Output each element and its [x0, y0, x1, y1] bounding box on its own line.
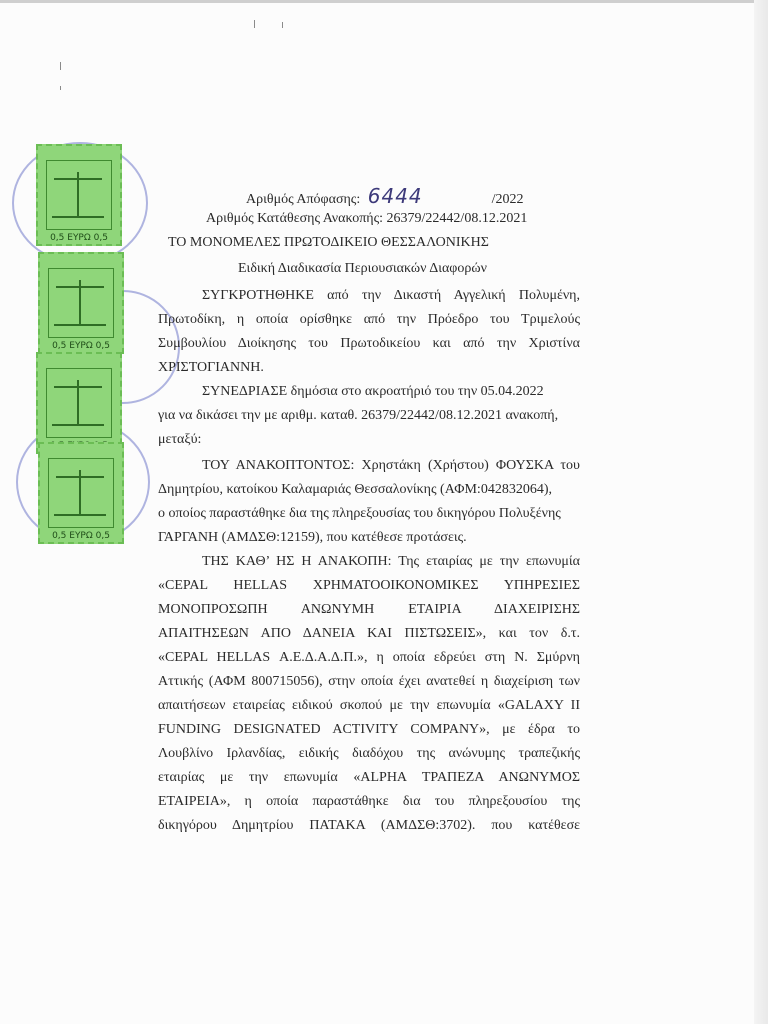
fiscal-stamp	[36, 352, 122, 454]
paragraph-line: ΤΟΥ ΑΝΑΚΟΠΤΟΝΤΟΣ: Χρηστάκη (Χρήστου) ΦΟΥΣΚΑ του	[202, 458, 580, 473]
paragraph-line: Αττικής (ΑΦΜ 800715056), στην οποία έχει ανατεθεί η διαχείριση των	[158, 674, 580, 689]
scales-icon	[52, 172, 104, 218]
paragraph-line: για να δικάσει την με αριθμ. καταθ. 26379/22442/08.12.2021 ανακοπή,	[158, 408, 559, 423]
fiscal-stamp	[36, 144, 122, 246]
paragraph-line: ΜΟΝΟΠΡΟΣΩΠΗ ΑΝΩΝΥΜΗ ΕΤΑΙΡΙΑ ΔΙΑΧΕΙΡΙΣΗΣ	[158, 602, 580, 617]
paragraph-line: απαιτήσεων εταιρείας ειδικού σκοπού με την επωνυμία «GALAXY II	[158, 698, 580, 713]
paragraph-line: ΧΡΙΣΤΟΓΙΑΝΝΗ.	[158, 360, 264, 375]
paragraph-line: Πρωτοδίκη, η οποία ορίσθηκε από την Πρόεδρο του Τριμελούς	[158, 312, 580, 327]
decision-year: /2022	[491, 192, 524, 207]
paragraph-line: ΑΠΑΙΤΗΣΕΩΝ ΑΠΟ ΔΑΝΕΙΑ ΚΑΙ ΠΙΣΤΩΣΕΙΣ», και τον δ.τ.	[158, 626, 580, 641]
paragraph-line: ΕΤΑΙΡΕΙΑ», η οποία παραστάθηκε δια του πληρεξουσίου της	[158, 794, 580, 809]
scan-speck	[254, 20, 255, 28]
fiscal-stamp	[38, 442, 124, 544]
paragraph-line: ΣΥΓΚΡΟΤΗΘΗΚΕ από την Δικαστή Αγγελική Πολυμένη,	[202, 288, 580, 303]
scales-icon	[54, 280, 106, 326]
paragraph-line: ΓΑΡΓΑΝΗ (ΑΜΔΣΘ:12159), που κατέθεσε προτάσεις.	[158, 530, 467, 545]
decision-number-line	[246, 184, 524, 208]
filing-number: Αριθμός Κατάθεσης Ανακοπής: 26379/22442/08.12.2021	[206, 211, 528, 226]
scales-icon	[52, 380, 104, 426]
paragraph-line: ο οποίος παραστάθηκε δια της πληρεξουσίας του δικηγόρου Πολυξένης	[158, 506, 561, 521]
paragraph-line: Συμβουλίου Διοίκησης του Πρωτοδικείου και από την Χριστίνα	[158, 336, 580, 351]
stamp-value: 0,5 ΕΥΡΩ 0,5	[52, 531, 110, 541]
scan-speck	[60, 86, 61, 90]
scales-icon	[54, 470, 106, 516]
paragraph-line: «CEPAL HELLAS ΧΡΗΜΑΤΟΟΙΚΟΝΟΜΙΚΕΣ ΥΠΗΡΕΣΙΕΣ	[158, 578, 580, 593]
paragraph-line: ΤΗΣ ΚΑΘ’ ΗΣ Η ΑΝΑΚΟΠΗ: Της εταιρίας με την επωνυμία	[202, 554, 580, 569]
procedure-type: Ειδική Διαδικασία Περιουσιακών Διαφορών	[238, 261, 487, 276]
paragraph-line: Δημητρίου, κατοίκου Καλαμαριάς Θεσσαλονίκης (ΑΦΜ:042832064),	[158, 482, 552, 497]
paragraph-line: FUNDING DESIGNATED ACTIVITY COMPANY», με έδρα το	[158, 722, 580, 737]
paragraph-line: Λουβλίνο Ιρλανδίας, ειδικής διαδόχου της ανώνυμης τραπεζικής	[158, 746, 580, 761]
decision-number-handwritten: 6444	[367, 184, 423, 208]
stamp-value: 0,5 ΕΥΡΩ 0,5	[50, 233, 108, 243]
court-name: ΤΟ ΜΟΝΟΜΕΛΕΣ ΠΡΩΤΟΔΙΚΕΙΟ ΘΕΣΣΑΛΟΝΙΚΗΣ	[168, 235, 489, 250]
paragraph-line: δικηγόρου Δημητρίου ΠΑΤΑΚΑ (ΑΜΔΣΘ:3702). που κατέθεσε	[158, 818, 580, 833]
scan-right-edge	[754, 0, 768, 1024]
paragraph-line: «CEPAL HELLAS Α.Ε.Δ.Α.Δ.Π.», η οποία εδρεύει στη Ν. Σμύρνη	[158, 650, 580, 665]
stamp-value: 0,5 ΕΥΡΩ 0,5	[52, 341, 110, 351]
fiscal-stamps	[26, 140, 136, 540]
fiscal-stamp	[38, 252, 124, 354]
scan-top-edge	[0, 0, 768, 3]
paragraph-line: εταιρίας με την επωνυμία «ALPHA ΤΡΑΠΕΖΑ ΑΝΩΝΥΜΟΣ	[158, 770, 580, 785]
paragraph-line: ΣΥΝΕΔΡΙΑΣΕ δημόσια στο ακροατήριό του την 05.04.2022	[202, 384, 544, 399]
scan-speck	[60, 62, 61, 70]
paragraph-line: μεταξύ:	[158, 432, 202, 447]
scan-speck	[282, 22, 283, 28]
decision-label: Αριθμός Απόφασης:	[246, 192, 361, 207]
